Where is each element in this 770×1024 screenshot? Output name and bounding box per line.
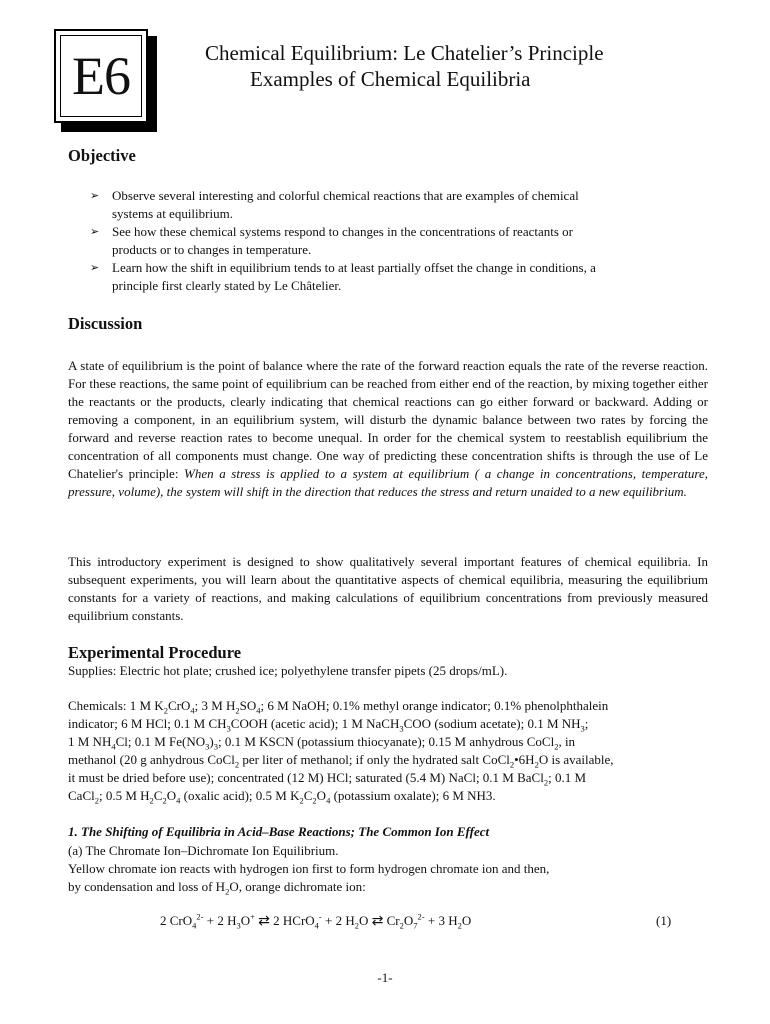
- arrow-bullet-icon: ➢: [90, 225, 100, 238]
- objective-list: [90, 187, 710, 295]
- page-title-line1: Chemical Equilibrium: Le Chatelier’s Principle: [205, 41, 604, 65]
- experiment-badge-label: E6: [60, 35, 142, 117]
- supplies-text: Supplies: Electric hot plate; crushed ice; polyethylene transfer pipets (25 drops/mL).: [68, 663, 508, 678]
- part1-text-line2: by condensation and loss of $H_2O$, orange dichromate ion:: [68, 879, 366, 897]
- equilibrium-arrow-icon: ⇄: [258, 913, 270, 929]
- list-item: ➢ Learn how the shift in equilibrium tends to at least partially offset the change in conditions, a principle first clearly stated by Le Châtelier.: [90, 260, 596, 293]
- part1-subsection-a: (a) The Chromate Ion–Dichromate Ion Equilibrium.: [68, 843, 339, 858]
- equilibrium-arrow-icon: ⇄: [371, 913, 384, 929]
- list-item: ➢ Observe several interesting and colorful chemical reactions that are examples of chemical systems at equilibrium.: [90, 188, 579, 221]
- equation-number: (1): [656, 913, 672, 928]
- discussion-heading: Discussion: [68, 314, 143, 333]
- page-number: -1-: [377, 970, 393, 985]
- procedure-heading: Experimental Procedure: [68, 643, 242, 662]
- part1-text-line1: Yellow chromate ion reacts with hydrogen ion first to form hydrogen chromate ion and then,: [68, 861, 550, 876]
- arrow-bullet-icon: ➢: [90, 189, 100, 202]
- chemicals-list: Chemicals: 1 M $K_2CrO_4$; 3 M $H_2SO_4$; 6 M NaOH; 0.1% methyl orange indicator; 0.1% phenolphthalein indicator; 6 M HCl; 0.1 M $CH_3COOH$ (acetic acid); 1 M NaCH$_3$COO (sodium acetate); 0.1 M $NH_3$; 1 M $NH_4Cl$; 0.1 M $Fe(NO_3)_3$; 0.1 M KSCN (potassium thiocyanate); 0.15 M anhydrous CoCl$_2$, in methanol (20 g anhydrous CoCl$_2$ per liter of methanol; if only the hydrated salt $CoCl_2•6H_2O$ is available, it must be dried before use); concentrated (12 M) HCl; saturated (5.4 M) NaCl; 0.1 M BaCl$_2$; 0.1 M CaCl$_2$; 0.5 M $H_2C_2O_4$ (oxalic acid); 0.5 M $K_2C_2O_4$ (potassium oxalate); 6 M NH3.: [68, 698, 614, 806]
- discussion-paragraph-2: This introductory experiment is designed to show qualitatively several important features of chemical equilibria. In subsequent experiments, you will learn about the quantitative aspects of chemical equilibria, measuring the equilibrium constants for a variety of reactions, and making calculations of equilibrium concentrations from previously measured equilibrium constants.: [68, 554, 708, 623]
- page-title-line2: Examples of Chemical Equilibria: [250, 67, 531, 91]
- chromate-equilibrium-equation: 2 CrO$_4^{2-}$ + 2 $H_3O^+$ ⇄ 2 HCrO$_4$- + 2 $H_2O$ ⇄ $Cr_2O_7^{2-} + 3$ $H_2O$: [160, 911, 472, 931]
- list-item: ➢ See how these chemical systems respond to changes in the concentrations of reactants or products or to changes in temperature.: [90, 224, 573, 257]
- objective-heading: Objective: [68, 146, 136, 165]
- arrow-bullet-icon: ➢: [90, 261, 100, 274]
- discussion-paragraph-1: A state of equilibrium is the point of balance where the rate of the forward reaction equals the rate of the reverse reaction. For these reactions, the same point of equilibrium can be reached from either end of the reaction, by mixing together either the reactants or the products, clearly indicating that chemical reactions can go either forward or backward. Adding or removing a component, in an equilibrium system, will disturb the dynamic balance between two rates by forcing the forward and reverse reaction rates to become unequal. In order for the chemical system to reestablish equilibrium the concentration of all components must change. One way of predicting these concentration shifts is through the use of Le Chatelier's principle: When a stress is applied to a system at equilibrium ( a change in concentrations, temperature, pressure, volume), the system will shift in the direction that reduces the stress and return unaided to a new equilibrium.: [68, 358, 708, 499]
- part1-heading: 1. The Shifting of Equilibria in Acid–Base Reactions; The Common Ion Effect: [68, 824, 490, 839]
